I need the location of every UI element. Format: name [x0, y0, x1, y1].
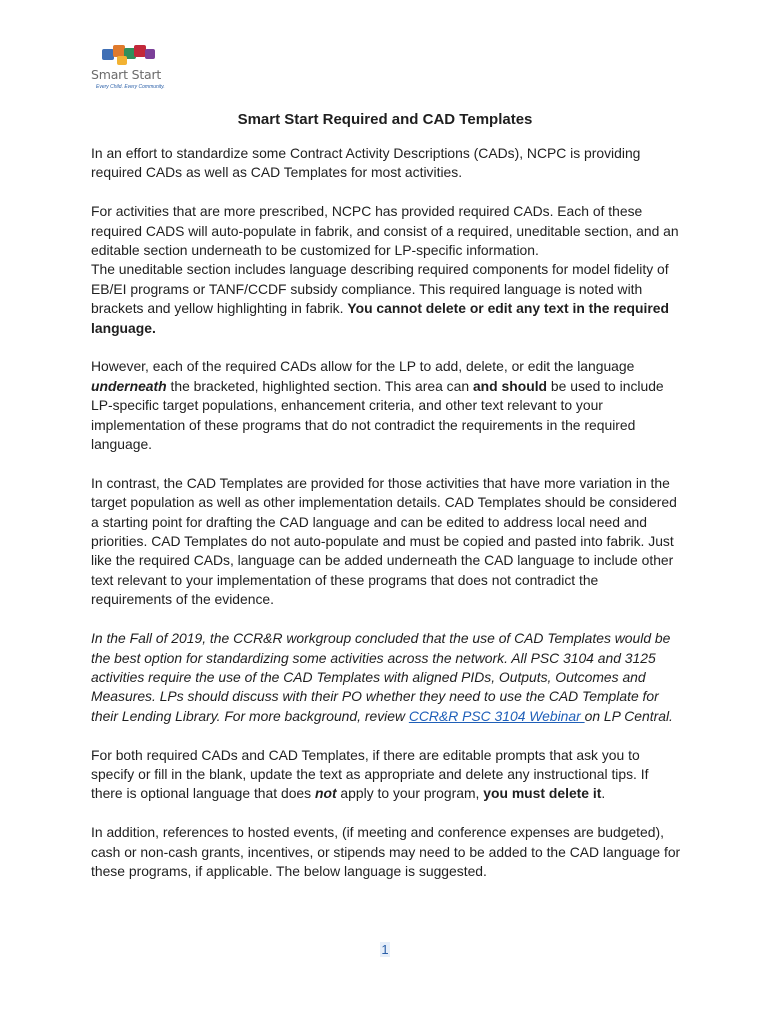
- text-segment: apply to your program,: [336, 785, 484, 802]
- emphasis-and-should: and should: [472, 377, 548, 394]
- paragraph-editable-prompts: [91, 746, 683, 804]
- page-number: [0, 942, 770, 957]
- paragraph-intro: In an effort to standardize some Contract Activity Descriptions (CADs), NCPC is providing required CADs as well as CAD Templates for most activities.: [91, 145, 641, 181]
- page-number-value: 1: [381, 942, 389, 957]
- paragraph-ccrr-workgroup: [91, 629, 683, 726]
- logo-wordmark: Smart Start: [91, 67, 162, 82]
- document-body: [91, 144, 683, 901]
- paragraph-editable-section: [91, 357, 683, 454]
- emphasis-underneath: underneath: [91, 377, 167, 394]
- text-segment: the bracketed, highlighted section. This area can: [166, 377, 473, 394]
- ccrr-webinar-link[interactable]: CCR&R PSC 3104 Webinar: [408, 707, 585, 724]
- paragraph-required-cads-part1: For activities that are more prescribed, NCPC has provided required CADs. Each of these required CADS will auto-populate in fabrik, and consist of a required, uneditable section, and an editable section underneath to be customized for LP-specific information.: [91, 203, 679, 259]
- paragraph-hosted-events: In addition, references to hosted events, (if meeting and conference expenses are budgeted), cash or non-cash grants, incentives, or stipends may need to be added to the CAD language for these programs, if applicable. The below language is suggested.: [91, 824, 681, 879]
- required-language-warning: You cannot delete or edit any text in the required language.: [91, 300, 669, 336]
- smart-start-logo: [90, 44, 170, 94]
- paragraph-cad-templates: In contrast, the CAD Templates are provided for those activities that have more variation in the target population as well as other implementation details. CAD Templates should be considered a starting point for drafting the CAD language and can be edited to address local need and priorities. CAD Templates do not auto-populate and must be copied and pasted into fabrik. Just like the required CADs, language can be added underneath the CAD language to include other text relevant to your implementation of these programs that does not contradict the requirements of the evidence.: [91, 474, 677, 608]
- text-segment: In the Fall of 2019, the CCR&R workgroup concluded that the use of CAD Templates would be the best option for standardizing some activities across the network. All PSC 3104 and 3125 activities require the use of the CAD Templates with aligned PIDs, Outputs, Outcomes and Measures. LPs should discuss with their PO whether they need to use the CAD Template for their Lending Library. For more background, review: [91, 630, 671, 724]
- emphasis-must-delete: you must delete it: [483, 785, 602, 802]
- text-segment: on LP Central.: [584, 707, 673, 724]
- text-segment: be used to include LP-specific target populations, enhancement criteria, and other text relevant to your implementation of these programs that do not contradict the requirements in the required language.: [91, 377, 664, 453]
- page-title: Smart Start Required and CAD Templates: [237, 111, 533, 128]
- paragraph-required-cads-part2: The uneditable section includes language describing required components for model fidelity of EB/EI programs or TANF/CCDF subsidy compliance. This required language is noted with brackets and yellow highlighting in fabrik.: [91, 261, 669, 317]
- text-segment: For both required CADs and CAD Templates, if there are editable prompts that ask you to specify or fill in the blank, update the text as appropriate and delete any instructional tips. If there is optional language that does: [91, 746, 649, 802]
- logo-blocks-icon: [90, 44, 170, 68]
- text-segment: However, each of the required CADs allow for the LP to add, delete, or edit the language: [91, 358, 635, 375]
- logo-tagline: Every Child. Every Community.: [96, 84, 165, 90]
- text-segment: .: [601, 785, 606, 802]
- emphasis-not: not: [314, 785, 337, 802]
- paragraph-required-cads: [91, 202, 683, 338]
